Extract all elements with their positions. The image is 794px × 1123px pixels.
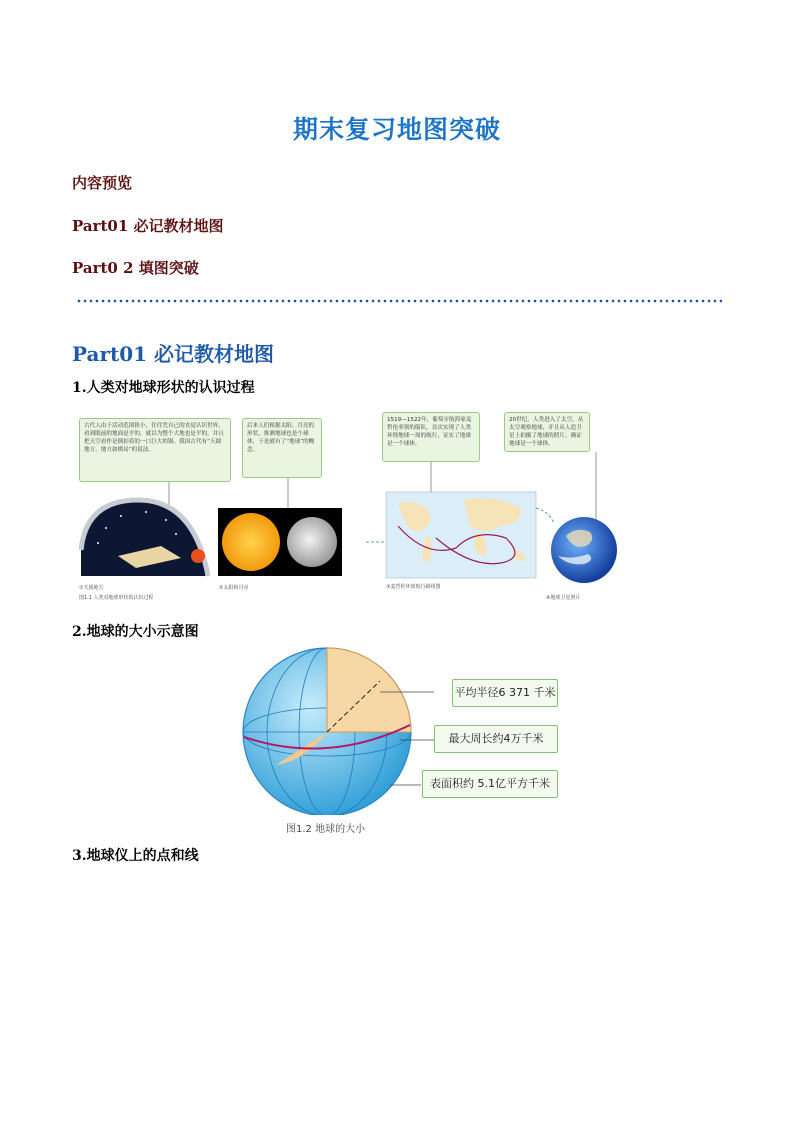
toc-item-part02: Part0 2 填图突破 <box>72 259 199 277</box>
note-magellan: 1519—1522年，葡萄牙航海家麦哲伦率领的船队，首次实现了人类环绕地球一周的航行，证实了地球是一个球体。 <box>382 412 480 462</box>
note-ancient: 古代人由于活动范围狭小，往往凭自己的直觉认识世界，看到眼前的地面是平的，就以为整个大地也是平的，并且把天空看作是倒扣着的一口巨大的锅。我国古代有“天圆地方，地方如棋局”的说法。 <box>79 418 231 482</box>
figure2-caption: 图1.2 地球的大小 <box>286 824 366 835</box>
section3-heading: 3.地球仪上的点和线 <box>72 848 199 864</box>
part01-heading: Part01 必记教材地图 <box>72 342 275 366</box>
circumference-label: 最大周长约4万千米 <box>434 725 558 753</box>
figure-earth-shape-history <box>76 408 626 608</box>
dotted-divider <box>76 298 722 304</box>
earth-photo-illustration <box>551 517 617 583</box>
caption-earth-photo: ④地球卫星照片 <box>546 595 581 601</box>
figure-earth-size <box>236 645 566 835</box>
caption-sun-moon: ②太阳和月亮 <box>219 585 249 591</box>
section2-heading: 2.地球的大小示意图 <box>72 624 199 640</box>
figure-illustrations <box>76 408 626 608</box>
section1-heading: 1.人类对地球形状的认识过程 <box>72 380 255 396</box>
surface-area-label: 表面积约 5.1亿平方千米 <box>422 770 558 798</box>
note-sun-moon: 后来人们根据太阳、月亮的形状，推测地球也是个球体，于是就有了“地球”的概念。 <box>242 418 322 478</box>
note-space: 20世纪，人类进入了太空，从太空观察地球，并且从人造卫星上拍摄了地球的照片，确证地球是一个球体。 <box>504 412 590 452</box>
sun-moon-illustration <box>218 508 342 576</box>
caption-route-map: ③麦哲伦环球航行路线图 <box>386 584 441 590</box>
page-title: 期末复习地图突破 <box>292 115 501 144</box>
radius-label: 平均半径6 371 千米 <box>452 679 558 707</box>
caption-dome: ①天圆地方 <box>79 585 104 591</box>
world-route-map <box>386 492 536 578</box>
content-preview-label: 内容预览 <box>72 174 133 192</box>
figure1-caption: 图1.1 人类对地球形状的认识过程 <box>79 595 154 601</box>
toc-item-part01: Part01 必记教材地图 <box>72 217 224 235</box>
dome-illustration <box>81 500 208 576</box>
